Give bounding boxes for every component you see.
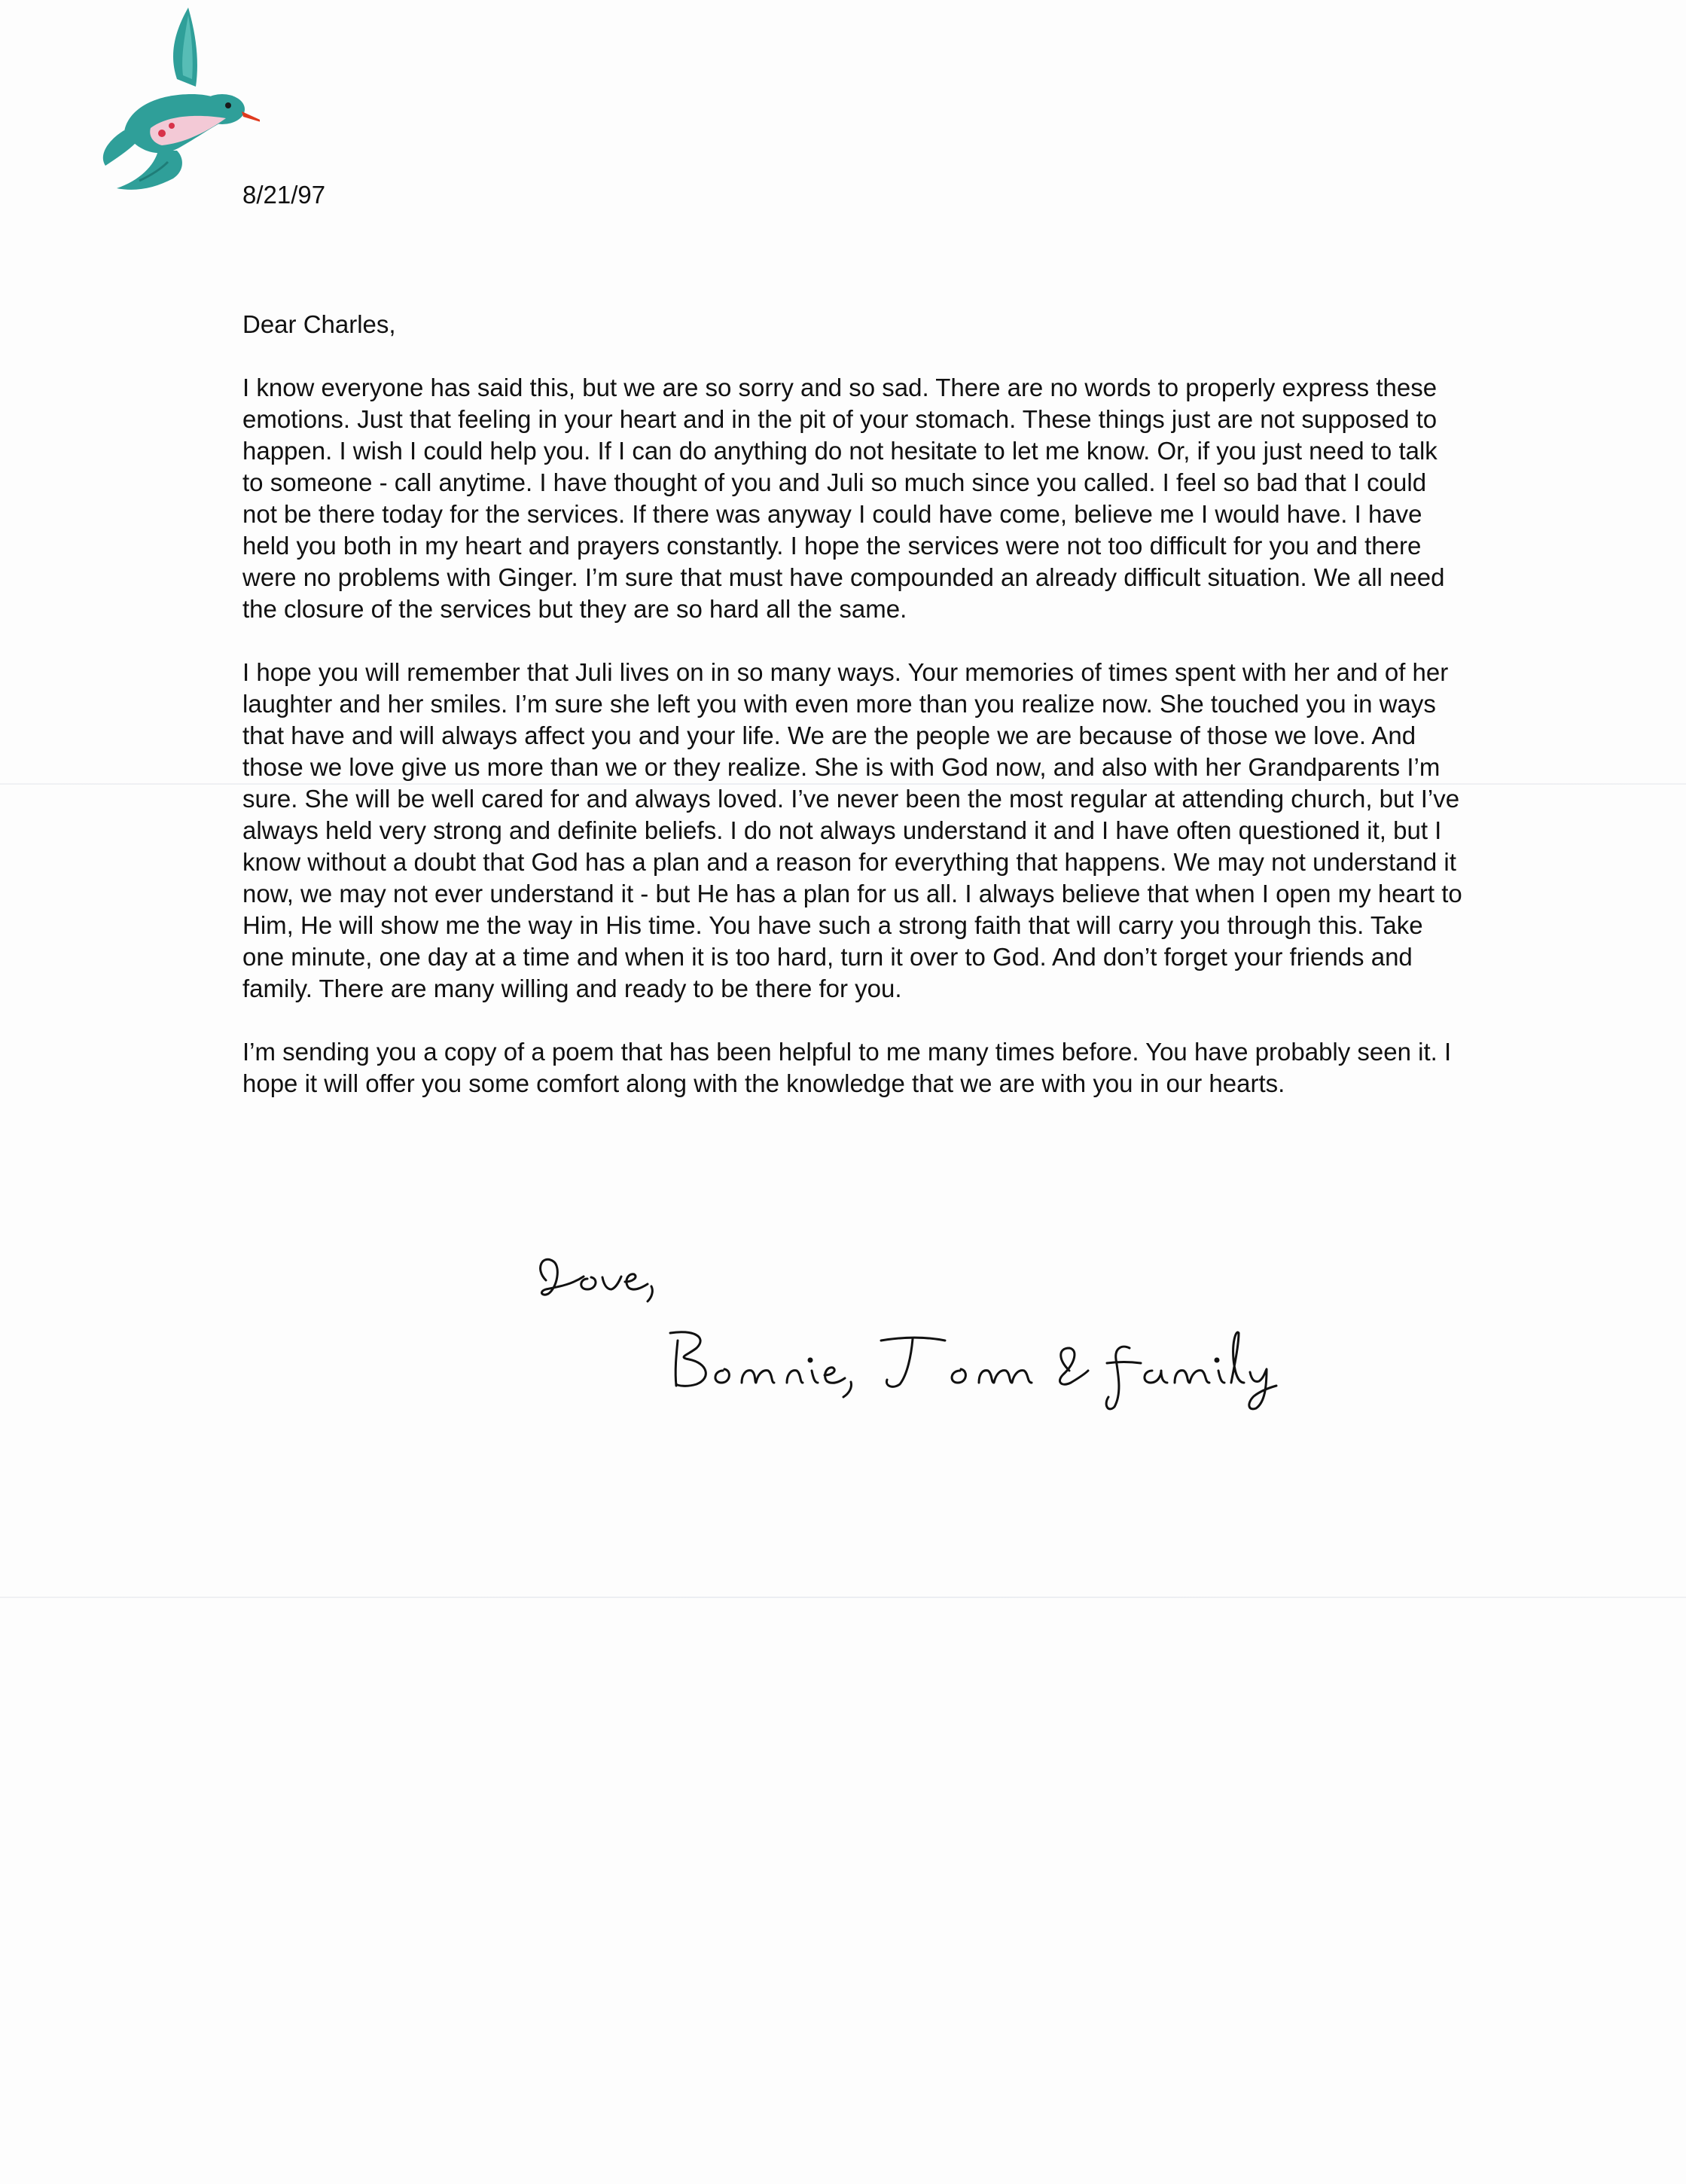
paragraph: I hope you will remember that Juli lives on in so many ways. Your memories of times spent with her and of her laughter and her smiles. I’m sure she left you with even more than you realize now. She touched you in ways that have and will always affect you and your life. We are the people we are because of those we love. And those we love give us more than we or they realize. She is with God now, and also with her Grandparents I’m sure. She will be well cared for and always loved. I’ve never been the most regular at attending church, but I’ve always held very strong and definite beliefs. I do not always understand it and I have often questioned it, but I know without a doubt that God has a plan and a reason for everything that happens. We may not understand it now, we may not ever understand it - but He has a plan for us all. I always believe that when I open my heart to Him, He will show me the way in His time. You have such a strong faith that will carry you through this. Take one minute, one day at a time and when it is too hard, turn it over to God. And don’t forget your friends and family. There are many willing and ready to be there for you. — [242, 658, 1462, 1002]
letter-body — [242, 309, 1462, 1131]
handwritten-signature — [527, 1235, 1280, 1416]
salutation: Dear Charles, — [242, 310, 396, 338]
letter-date: 8/21/97 — [242, 181, 326, 209]
paragraph: I’m sending you a copy of a poem that has been helpful to me many times before. You have probably seen it. I hope it will offer you some comfort along with the knowledge that we are with you in our hearts. — [242, 1038, 1452, 1097]
paper-fold-line — [0, 1597, 1686, 1598]
hummingbird-icon — [94, 4, 260, 192]
paragraph: I know everyone has said this, but we are so sorry and so sad. There are no words to properly express these emotions. Just that feeling in your heart and in the pit of your stomach. These things just are not supposed to happen. I wish I could help you. If I can do anything do not hesitate to let me know. Or, if you just need to talk to someone - call anytime. I have thought of you and Juli so much since you called. I feel so bad that I could not be there today for the services. If there was anyway I could have come, believe me I would have. I have held you both in my heart and prayers constantly. I hope the services were not too difficult for you and there were no problems with Ginger. I’m sure that must have compounded an already difficult situation. We all need the closure of the services but they are so hard all the same. — [242, 374, 1445, 623]
